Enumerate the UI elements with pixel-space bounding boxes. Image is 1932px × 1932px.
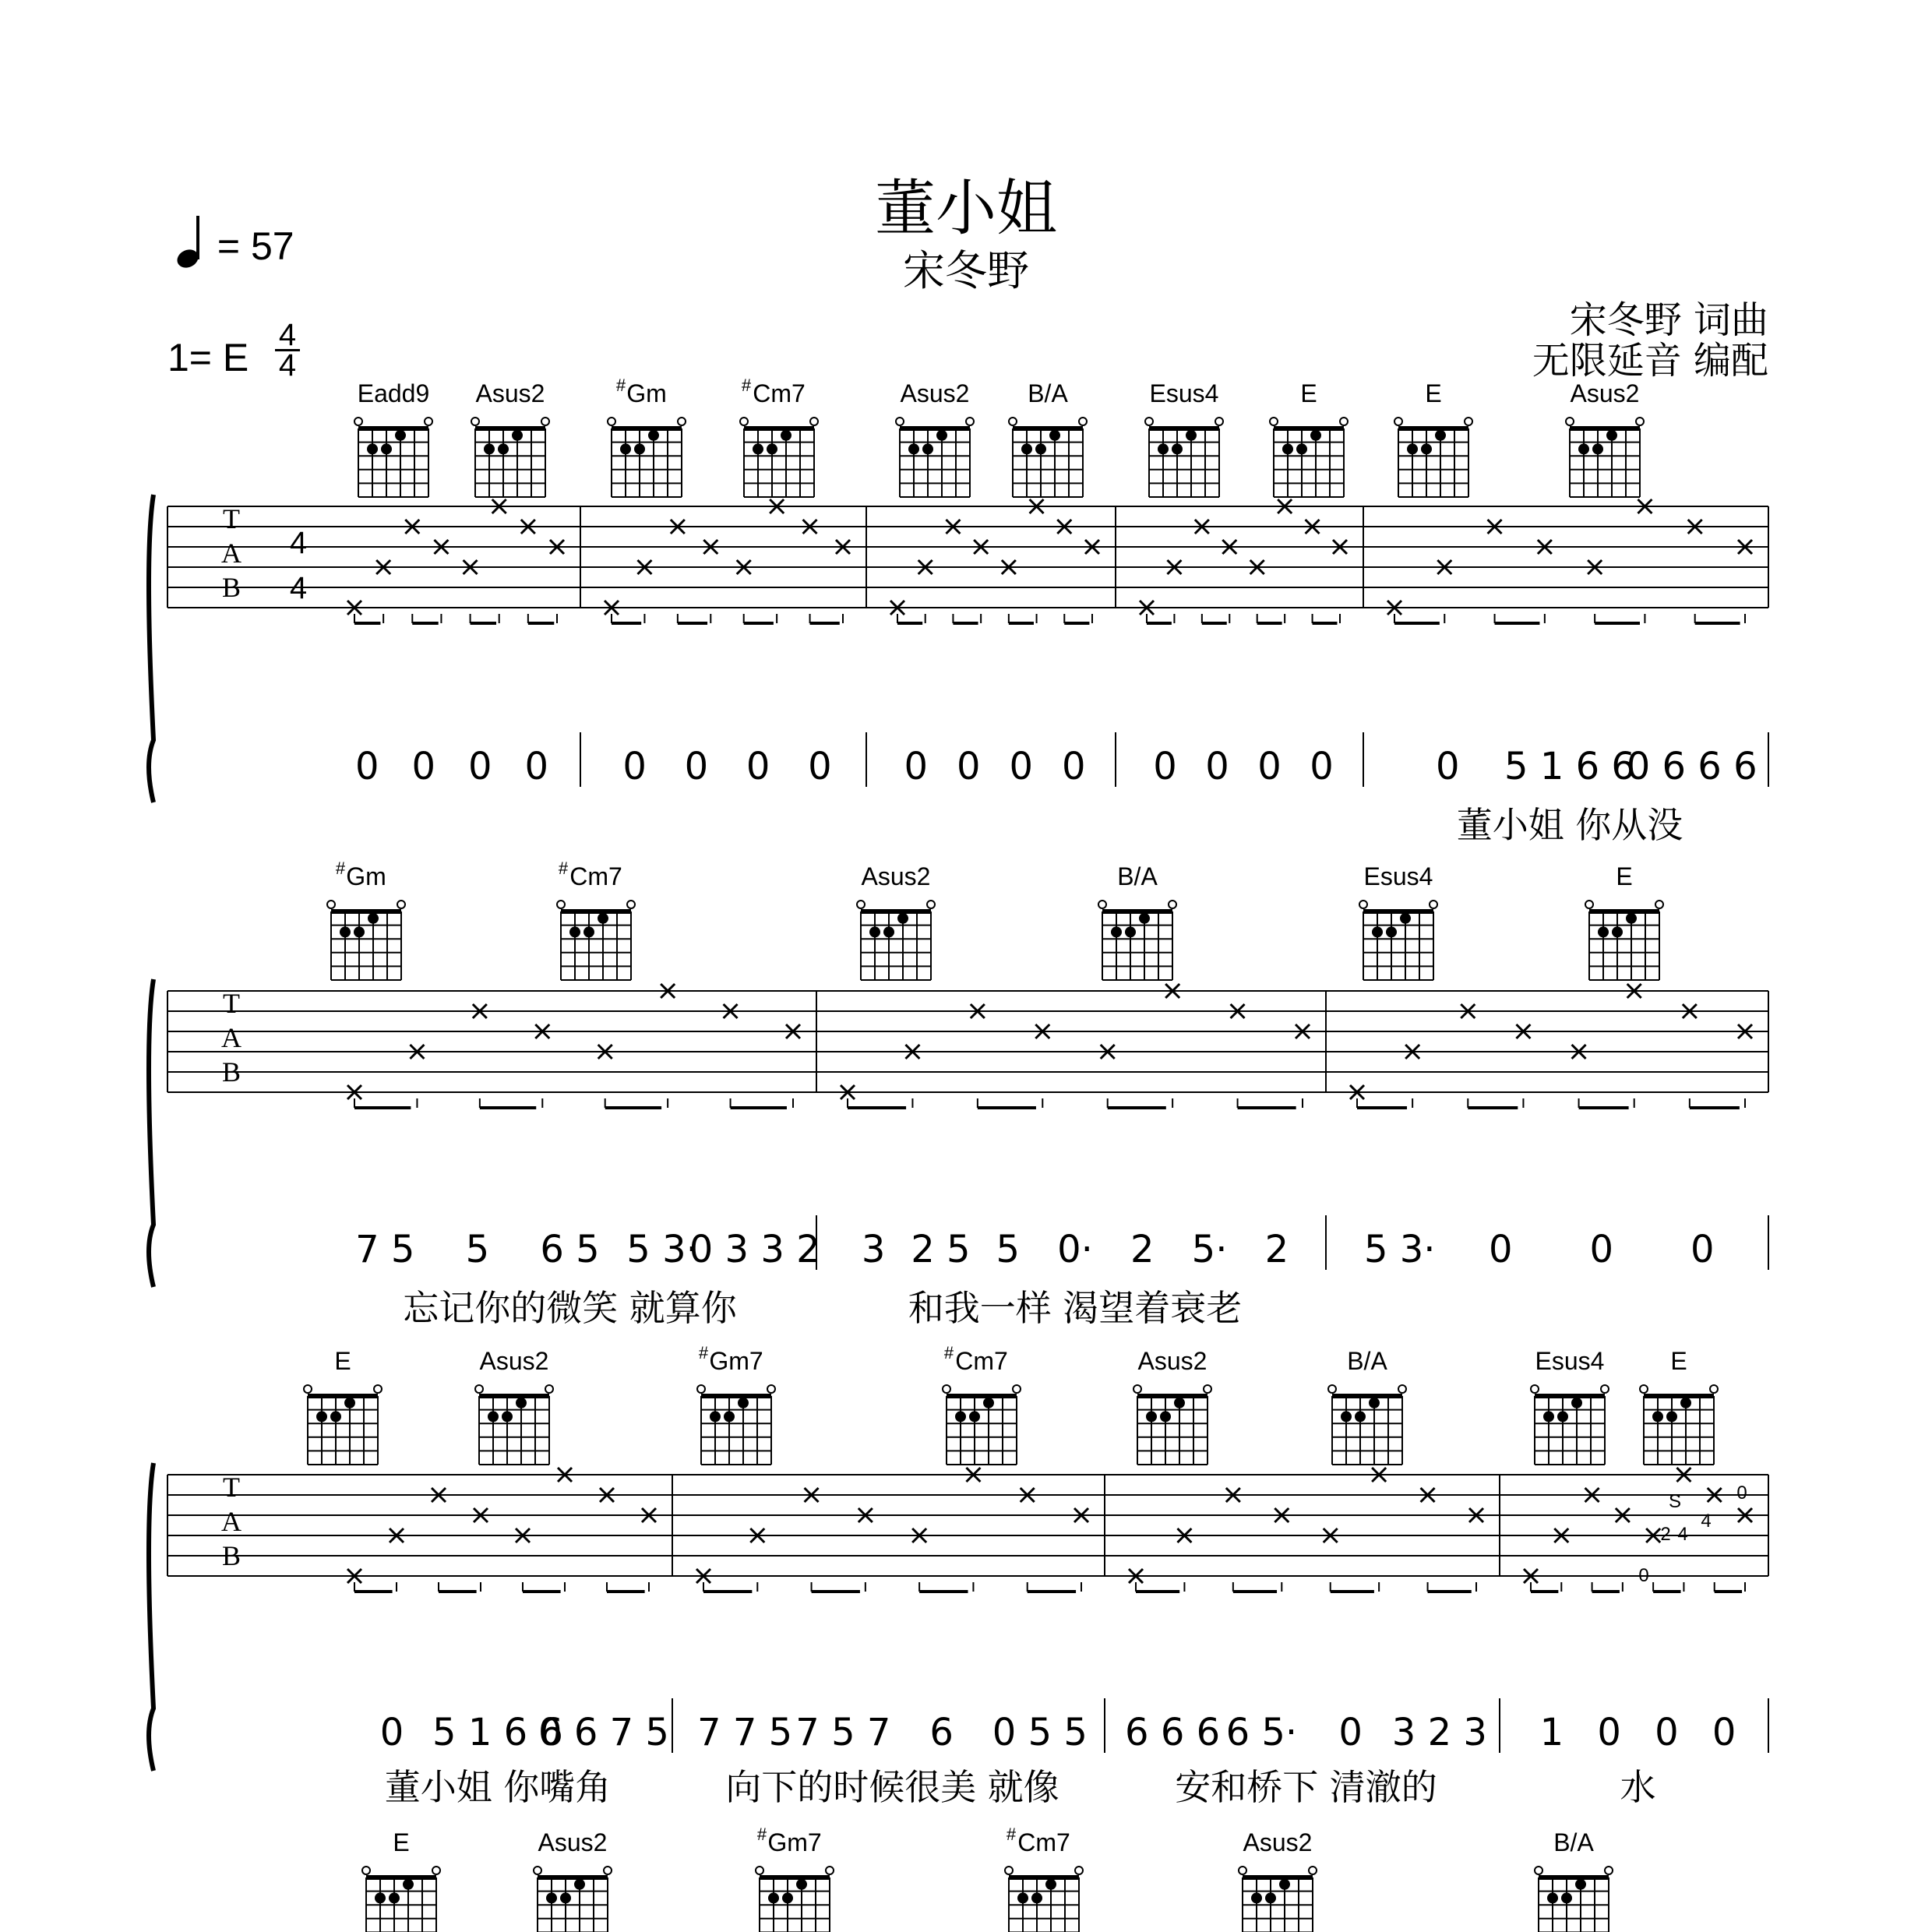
open-string-mark <box>545 1385 553 1393</box>
chord-name: Cm7 <box>569 862 622 890</box>
open-string-mark <box>1430 901 1437 908</box>
open-string-mark <box>1145 418 1153 425</box>
open-string-mark <box>927 901 935 908</box>
chord-dot <box>1666 1411 1677 1422</box>
open-string-mark <box>1340 418 1348 425</box>
notation-group: 0 <box>1712 1711 1736 1754</box>
notation-group: 5· <box>1191 1228 1228 1271</box>
notation-group: 6 5· <box>1225 1711 1298 1754</box>
chord-name: B/A <box>1117 862 1158 890</box>
notation-group: 5 3· <box>1363 1228 1436 1271</box>
open-string-mark <box>557 901 565 908</box>
notation-group: 0 <box>467 745 492 788</box>
open-string-mark <box>1531 1385 1539 1393</box>
open-string-mark <box>1005 1867 1013 1874</box>
notation-group: 0 <box>1205 745 1229 788</box>
tab-clef-letter: A <box>221 1506 242 1537</box>
notation-group: 0 <box>1338 1711 1363 1754</box>
tab-clef-letter: A <box>221 538 242 569</box>
chord-dot <box>955 1411 966 1422</box>
chord-name: Asus2 <box>1243 1828 1313 1856</box>
chord-dot <box>983 1398 994 1408</box>
chord-dot <box>767 443 777 454</box>
chord-name: B/A <box>1028 379 1068 407</box>
lyric-line: 忘记你的微笑 就算你 <box>403 1287 737 1329</box>
chord-dot <box>1174 1398 1185 1408</box>
chord-dot <box>598 913 608 924</box>
notation-group: 5 1 6 6 <box>432 1711 563 1754</box>
chord-dot <box>753 443 763 454</box>
chord-dot <box>569 926 580 937</box>
chord-dot <box>381 443 392 454</box>
tempo-value: = 57 <box>217 224 294 268</box>
lyric-line: 向下的时候很美 就像 <box>725 1766 1059 1808</box>
chord-dot <box>1172 443 1183 454</box>
notation-group: 2 5 <box>911 1228 971 1271</box>
chord-name: Asus2 <box>479 1347 549 1375</box>
chord-dot <box>869 926 880 937</box>
notation-group: 3 <box>861 1228 886 1271</box>
chord-dot <box>620 443 631 454</box>
open-string-mark <box>354 418 362 425</box>
lyric-line: 和我一样 渴望着衰老 <box>908 1287 1243 1329</box>
open-string-mark <box>608 418 615 425</box>
open-string-mark <box>362 1867 370 1874</box>
sharp-symbol: # <box>558 858 569 878</box>
tab-clef-letter: T <box>223 988 240 1019</box>
chord-dot <box>344 1398 355 1408</box>
chord-dot <box>389 1892 400 1903</box>
chord-dot <box>368 913 379 924</box>
notation-group: 5 1 6 6 <box>1504 745 1635 788</box>
tab-fret-number: S <box>1668 1491 1682 1512</box>
chord-dot <box>354 926 365 937</box>
chord-name: Cm7 <box>1017 1828 1070 1856</box>
tab-fret-number: 4 <box>1677 1524 1688 1545</box>
notation-group: 0 <box>1436 745 1460 788</box>
chord-dot <box>1680 1398 1691 1408</box>
notation-group: 2 <box>1130 1228 1155 1271</box>
open-string-mark <box>1535 1867 1542 1874</box>
chord-name: Gm7 <box>709 1347 763 1375</box>
tab-fret-number: 2 <box>1660 1524 1671 1545</box>
chord-dot <box>403 1879 414 1890</box>
chord-dot <box>1400 913 1411 924</box>
chord-name: E <box>393 1828 410 1856</box>
open-string-mark <box>327 901 335 908</box>
chord-dot <box>1035 443 1046 454</box>
chord-dot <box>738 1398 749 1408</box>
open-string-mark <box>1098 901 1106 908</box>
tab-time-top: 4 <box>289 526 308 560</box>
chord-dot <box>1547 1892 1558 1903</box>
chord-dot <box>1652 1411 1663 1422</box>
open-string-mark <box>943 1385 950 1393</box>
chord-dot <box>1407 443 1418 454</box>
system-bracket <box>149 1463 153 1771</box>
sharp-symbol: # <box>741 375 752 395</box>
chord-dot <box>1125 926 1136 937</box>
song-title: 董小姐 <box>874 174 1057 244</box>
chord-dot <box>1282 443 1293 454</box>
chord-dot <box>781 430 791 441</box>
chord-dot <box>1310 430 1321 441</box>
open-string-mark <box>304 1385 312 1393</box>
chord-dot <box>1146 1411 1157 1422</box>
chord-dot <box>936 430 947 441</box>
notation-group: 6 <box>929 1711 954 1754</box>
notation-group: 0 <box>1655 1711 1679 1754</box>
open-string-mark <box>1013 1385 1021 1393</box>
notation-group: 0 6 6 6 <box>1626 745 1757 788</box>
chord-dot <box>546 1892 557 1903</box>
open-string-mark <box>1075 1867 1083 1874</box>
tab-fret-number: 0 <box>1638 1565 1649 1586</box>
notation-group: 0 5 5 <box>992 1711 1088 1754</box>
open-string-mark <box>1398 1385 1406 1393</box>
chord-dot <box>1265 1892 1276 1903</box>
chord-dot <box>1186 430 1197 441</box>
sharp-symbol: # <box>335 858 346 878</box>
notation-group: 0 <box>904 745 929 788</box>
notation-group: 0 6 7 5 <box>538 1711 669 1754</box>
chord-dot <box>1557 1411 1568 1422</box>
chord-dot <box>395 430 406 441</box>
open-string-mark <box>627 901 635 908</box>
open-string-mark <box>1359 901 1367 908</box>
open-string-mark <box>1009 418 1017 425</box>
chord-dot <box>634 443 645 454</box>
open-string-mark <box>1133 1385 1141 1393</box>
notation-group: 5 3· <box>626 1228 698 1271</box>
chord-dot <box>1372 926 1383 937</box>
tab-fret-number: 0 <box>1736 1482 1747 1504</box>
open-string-mark <box>756 1867 763 1874</box>
chord-dot <box>560 1892 571 1903</box>
notation-group: 0 <box>622 745 647 788</box>
chord-name: Esus4 <box>1363 862 1433 890</box>
chord-name: B/A <box>1553 1828 1594 1856</box>
chord-dot <box>512 430 523 441</box>
chord-dot <box>1369 1398 1380 1408</box>
notation-group: 5 <box>465 1228 490 1271</box>
chord-dot <box>375 1892 386 1903</box>
notation-group: 0 <box>1589 1228 1614 1271</box>
open-string-mark <box>1636 418 1644 425</box>
chord-dot <box>484 443 495 454</box>
chord-name: Gm <box>626 379 667 407</box>
lyricist-composer: 宋冬野 词曲 <box>1569 298 1768 342</box>
chord-name: Cm7 <box>955 1347 1008 1375</box>
open-string-mark <box>471 418 479 425</box>
chord-name: Eadd9 <box>357 379 430 407</box>
chord-dot <box>516 1398 527 1408</box>
tab-clef-letter: A <box>221 1022 242 1053</box>
lyric-line: 水 <box>1620 1766 1656 1808</box>
chord-name: E <box>1300 379 1317 407</box>
chord-dot <box>340 926 351 937</box>
open-string-mark <box>604 1867 612 1874</box>
chord-dot <box>1592 443 1603 454</box>
chord-dot <box>1571 1398 1582 1408</box>
chord-dot <box>574 1879 585 1890</box>
open-string-mark <box>475 1385 483 1393</box>
open-string-mark <box>534 1867 541 1874</box>
chord-dot <box>1626 913 1637 924</box>
system-bracket <box>149 495 153 802</box>
notation-group: 6 5 <box>540 1228 600 1271</box>
chord-name: Esus4 <box>1149 379 1219 407</box>
notation-group: 0 <box>1061 745 1086 788</box>
notation-group: 0 <box>808 745 832 788</box>
chord-dot <box>1158 443 1169 454</box>
time-signature-top: 4 <box>278 318 297 352</box>
notation-group: 0 <box>746 745 770 788</box>
open-string-mark <box>425 418 432 425</box>
notation-group: 5 <box>996 1228 1020 1271</box>
open-string-mark <box>432 1867 440 1874</box>
open-string-mark <box>1566 418 1574 425</box>
chord-dot <box>316 1411 327 1422</box>
open-string-mark <box>1270 418 1278 425</box>
chord-dot <box>1606 430 1617 441</box>
chord-dot <box>1598 926 1609 937</box>
chord-dot <box>367 443 378 454</box>
notation-group: 0 <box>354 745 379 788</box>
open-string-mark <box>1465 418 1472 425</box>
chord-name: Asus2 <box>538 1828 608 1856</box>
chord-dot <box>782 1892 793 1903</box>
chord-dot <box>1111 926 1122 937</box>
chord-dot <box>1386 926 1397 937</box>
open-string-mark <box>1710 1385 1718 1393</box>
open-string-mark <box>1079 418 1087 425</box>
tab-clef-letter: T <box>223 503 240 534</box>
open-string-mark <box>1655 901 1663 908</box>
chord-name: E <box>334 1347 351 1375</box>
chord-dot <box>498 443 509 454</box>
open-string-mark <box>810 418 818 425</box>
open-string-mark <box>1169 901 1176 908</box>
chord-dot <box>1017 1892 1028 1903</box>
lyric-line: 安和桥下 清澈的 <box>1175 1766 1437 1808</box>
tab-clef-letter: B <box>221 1540 242 1571</box>
notation-group: 0 <box>1597 1711 1621 1754</box>
open-string-mark <box>1640 1385 1648 1393</box>
tab-time-bottom: 4 <box>289 571 308 605</box>
notation-group: 7 5 7 <box>795 1711 891 1754</box>
chord-dot <box>1021 443 1032 454</box>
open-string-mark <box>678 418 686 425</box>
chord-dot <box>724 1411 735 1422</box>
open-string-mark <box>740 418 748 425</box>
tab-clef-letter: B <box>221 1056 242 1088</box>
open-string-mark <box>1394 418 1402 425</box>
notation-group: 1 <box>1539 1711 1564 1754</box>
chord-name: E <box>1670 1347 1687 1375</box>
chord-name: Cm7 <box>753 379 806 407</box>
open-string-mark <box>826 1867 834 1874</box>
notation-group: 0 3 3 2 <box>689 1228 820 1271</box>
open-string-mark <box>1204 1385 1211 1393</box>
chord-dot <box>1031 1892 1042 1903</box>
chord-name: Asus2 <box>475 379 545 407</box>
chord-name: E <box>1616 862 1633 890</box>
chord-dot <box>710 1411 721 1422</box>
notation-group: 0 <box>1488 1228 1513 1271</box>
notation-group: 6 6 6 <box>1125 1711 1221 1754</box>
open-string-mark <box>397 901 405 908</box>
chord-dot <box>488 1411 499 1422</box>
open-string-mark <box>1585 901 1593 908</box>
open-string-mark <box>966 418 974 425</box>
chord-dot <box>330 1411 341 1422</box>
sharp-symbol: # <box>943 1343 954 1363</box>
chord-name: Asus2 <box>861 862 931 890</box>
chord-name: Gm7 <box>767 1828 822 1856</box>
sharp-symbol: # <box>615 375 626 395</box>
chord-dot <box>1421 443 1432 454</box>
notation-group: 0 <box>956 745 981 788</box>
notation-group: 0 <box>1257 745 1282 788</box>
system-bracket <box>149 979 153 1287</box>
sharp-symbol: # <box>698 1343 709 1363</box>
chord-dot <box>1160 1411 1171 1422</box>
chord-dot <box>502 1411 513 1422</box>
open-string-mark <box>1239 1867 1246 1874</box>
chord-dot <box>1045 1879 1056 1890</box>
notation-group: 0 <box>1009 745 1034 788</box>
notation-group: 0 <box>411 745 436 788</box>
sharp-symbol: # <box>756 1824 767 1844</box>
open-string-mark <box>697 1385 705 1393</box>
chord-dot <box>796 1879 807 1890</box>
sharp-symbol: # <box>1006 1824 1017 1844</box>
open-string-mark <box>1605 1867 1613 1874</box>
tab-clef-letter: B <box>221 572 242 603</box>
notation-group: 0 <box>379 1711 404 1754</box>
chord-dot <box>1435 430 1446 441</box>
chord-dot <box>1543 1411 1554 1422</box>
notation-group: 0 <box>524 745 549 788</box>
chord-name: Asus2 <box>1137 1347 1208 1375</box>
notation-group: 0 <box>1690 1228 1715 1271</box>
notation-group: 7 5 <box>355 1228 415 1271</box>
lyric-line: 董小姐 你从没 <box>1456 804 1683 846</box>
open-string-mark <box>896 418 904 425</box>
notation-group: 0 <box>1153 745 1177 788</box>
chord-dot <box>1296 443 1307 454</box>
chord-dot <box>648 430 659 441</box>
lyric-line: 董小姐 你嘴角 <box>384 1766 612 1808</box>
chord-name: Asus2 <box>900 379 970 407</box>
key-signature: 1= E <box>167 336 249 379</box>
chord-dot <box>897 913 908 924</box>
chord-dot <box>922 443 933 454</box>
chord-dot <box>1049 430 1060 441</box>
chord-dot <box>908 443 919 454</box>
chord-name: Esus4 <box>1535 1347 1605 1375</box>
open-string-mark <box>767 1385 775 1393</box>
open-string-mark <box>374 1385 382 1393</box>
time-signature-bottom: 4 <box>278 348 297 383</box>
tab-fret-number: 4 <box>1701 1511 1712 1532</box>
chord-dot <box>1578 443 1589 454</box>
chord-dot <box>583 926 594 937</box>
chord-name: Asus2 <box>1570 379 1640 407</box>
chord-name: B/A <box>1347 1347 1387 1375</box>
open-string-mark <box>1309 1867 1317 1874</box>
chord-dot <box>1279 1879 1290 1890</box>
open-string-mark <box>1328 1385 1336 1393</box>
notation-group: 2 <box>1264 1228 1289 1271</box>
chord-dot <box>1251 1892 1262 1903</box>
notation-group: 0· <box>1057 1228 1093 1271</box>
chord-dot <box>1341 1411 1352 1422</box>
chord-dot <box>1612 926 1623 937</box>
chord-dot <box>1561 1892 1572 1903</box>
chord-name: Gm <box>346 862 386 890</box>
open-string-mark <box>1215 418 1223 425</box>
chord-dot <box>1355 1411 1366 1422</box>
chord-dot <box>883 926 894 937</box>
chord-dot <box>1575 1879 1586 1890</box>
chord-dot <box>969 1411 980 1422</box>
arranger: 无限延音 编配 <box>1532 339 1768 383</box>
chord-name: E <box>1425 379 1442 407</box>
notation-group: 3 2 3 <box>1391 1711 1487 1754</box>
notation-group: 0 <box>1310 745 1334 788</box>
chord-dot <box>1139 913 1150 924</box>
tab-clef-letter: T <box>223 1472 240 1503</box>
open-string-mark <box>541 418 549 425</box>
open-string-mark <box>1601 1385 1609 1393</box>
notation-group: 0 <box>684 745 709 788</box>
chord-dot <box>768 1892 779 1903</box>
notation-group: 7 7 5 <box>697 1711 793 1754</box>
open-string-mark <box>857 901 865 908</box>
song-artist: 宋冬野 <box>903 246 1029 295</box>
